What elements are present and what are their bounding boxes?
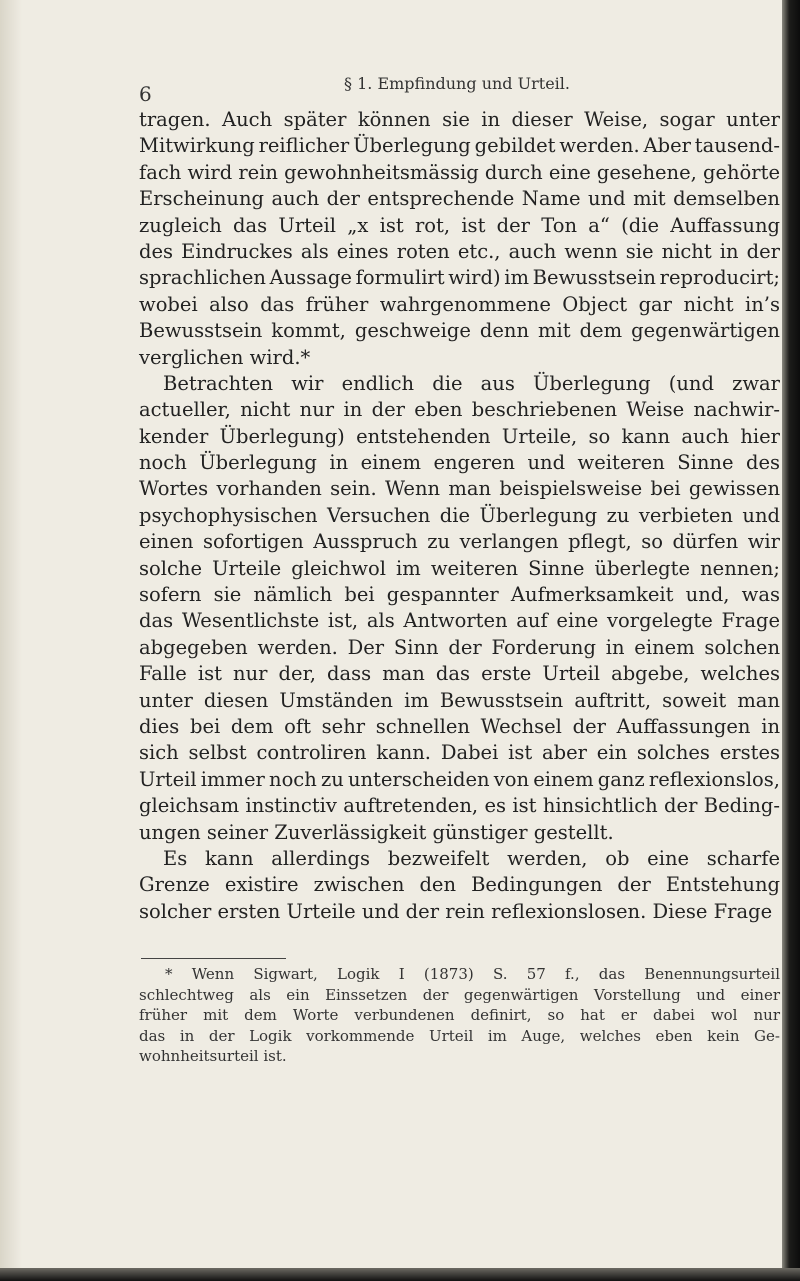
text-line: psychophysischen Versuchen die Überlegung zu verbieten und [139, 503, 780, 527]
text-line: noch Überlegung in einem engeren und weiteren Sinne des [139, 451, 780, 475]
text-line: verglichen wird.* [139, 345, 311, 369]
footnote-line: früher mit dem Worte verbundenen definirt, so hat er dabei wol nur [139, 1006, 780, 1025]
page-gutter-shadow [0, 0, 22, 1268]
footnote-line: schlechtweg als ein Einssetzen der gegenwärtigen Vorstellung und einer [139, 985, 780, 1004]
footnote-line: * Wenn Sigwart, Logik I (1873) S. 57 f., das Benennungsurteil [165, 965, 780, 983]
text-line: wobei also das früher wahrgenommene Object gar nicht in’s [139, 292, 780, 316]
footnote-divider [141, 958, 286, 959]
footnote [139, 964, 780, 1067]
text-line: zugleich das Urteil „x ist rot, ist der Ton a“ (die Auffassung [139, 213, 780, 237]
text-line: einen sofortigen Ausspruch zu verlangen pflegt, so dürfen wir [139, 530, 780, 554]
text-line: Wortes vorhanden sein. Wenn man beispielsweise bei gewissen [139, 477, 780, 501]
running-head: § 1. Empfindung und Urteil. [344, 74, 570, 93]
text-line: Falle ist nur der, dass man das erste Urteil abgebe, welches [139, 662, 780, 686]
text-line: sprachlichen Aussage formulirt wird) im Bewusstsein reproducirt; [139, 266, 780, 290]
text-line: kender Überlegung) entstehenden Urteile, so kann auch hier [139, 424, 780, 448]
text-line: fach wird rein gewohnheitsmässig durch eine gesehene, gehörte [139, 160, 780, 184]
footnote-line: das in der Logik vorkommende Urteil im Auge, welches eben kein Ge- [139, 1026, 780, 1045]
text-line: tragen. Auch später können sie in dieser Weise, sogar unter [139, 108, 780, 131]
text-line: des Eindruckes als eines roten etc., auch wenn sie nicht in der [139, 239, 780, 263]
text-line: abgegeben werden. Der Sinn der Forderung in einem solchen [139, 635, 780, 659]
paragraph-start-line: Es kann allerdings bezweifelt werden, ob eine scharfe [163, 846, 780, 870]
page-edge-shadow [782, 0, 800, 1281]
text-line: Bewusstsein kommt, geschweige denn mit dem gegenwärtigen [139, 319, 780, 343]
text-line: sich selbst controliren kann. Dabei ist aber ein solches erstes [139, 741, 780, 765]
text-line: ungen seiner Zuverlässigkeit günstiger gestellt. [139, 820, 614, 844]
text-line: unter diesen Umständen im Bewusstsein auftritt, soweit man [139, 688, 780, 712]
text-line: solcher ersten Urteile und der rein reflexionslosen. Diese Frage [139, 899, 773, 923]
text-line: Erscheinung auch der entsprechende Name und mit demselben [139, 187, 780, 211]
page-bottom-shadow [0, 1268, 800, 1281]
text-line: gleichsam instinctiv auftretenden, es ist hinsichtlich der Beding- [139, 794, 780, 818]
text-line: actueller, nicht nur in der eben beschriebenen Weise nachwir- [139, 398, 780, 422]
text-line: sofern sie nämlich bei gespannter Aufmerksamkeit und, was [139, 583, 780, 607]
footnote-line: wohnheitsurteil ist. [139, 1047, 287, 1066]
text-line: Grenze existire zwischen den Bedingungen der Entstehung [139, 873, 780, 897]
page-number: 6 [139, 82, 152, 106]
text-line: das Wesentlichste ist, als Antworten auf eine vorgelegte Frage [139, 609, 780, 633]
body-text [139, 107, 780, 925]
page-header [139, 72, 779, 106]
paragraph-start-line: Betrachten wir endlich die aus Überlegung (und zwar [163, 371, 780, 395]
text-line: dies bei dem oft sehr schnellen Wechsel der Auffassungen in [139, 714, 780, 738]
text-line: solche Urteile gleichwol im weiteren Sinne überlegte nennen; [139, 556, 780, 580]
text-line: Mitwirkung reiflicher Überlegung gebildet werden. Aber tausend- [139, 134, 780, 158]
text-line: Urteil immer noch zu unterscheiden von einem ganz reflexionslos, [139, 767, 780, 791]
